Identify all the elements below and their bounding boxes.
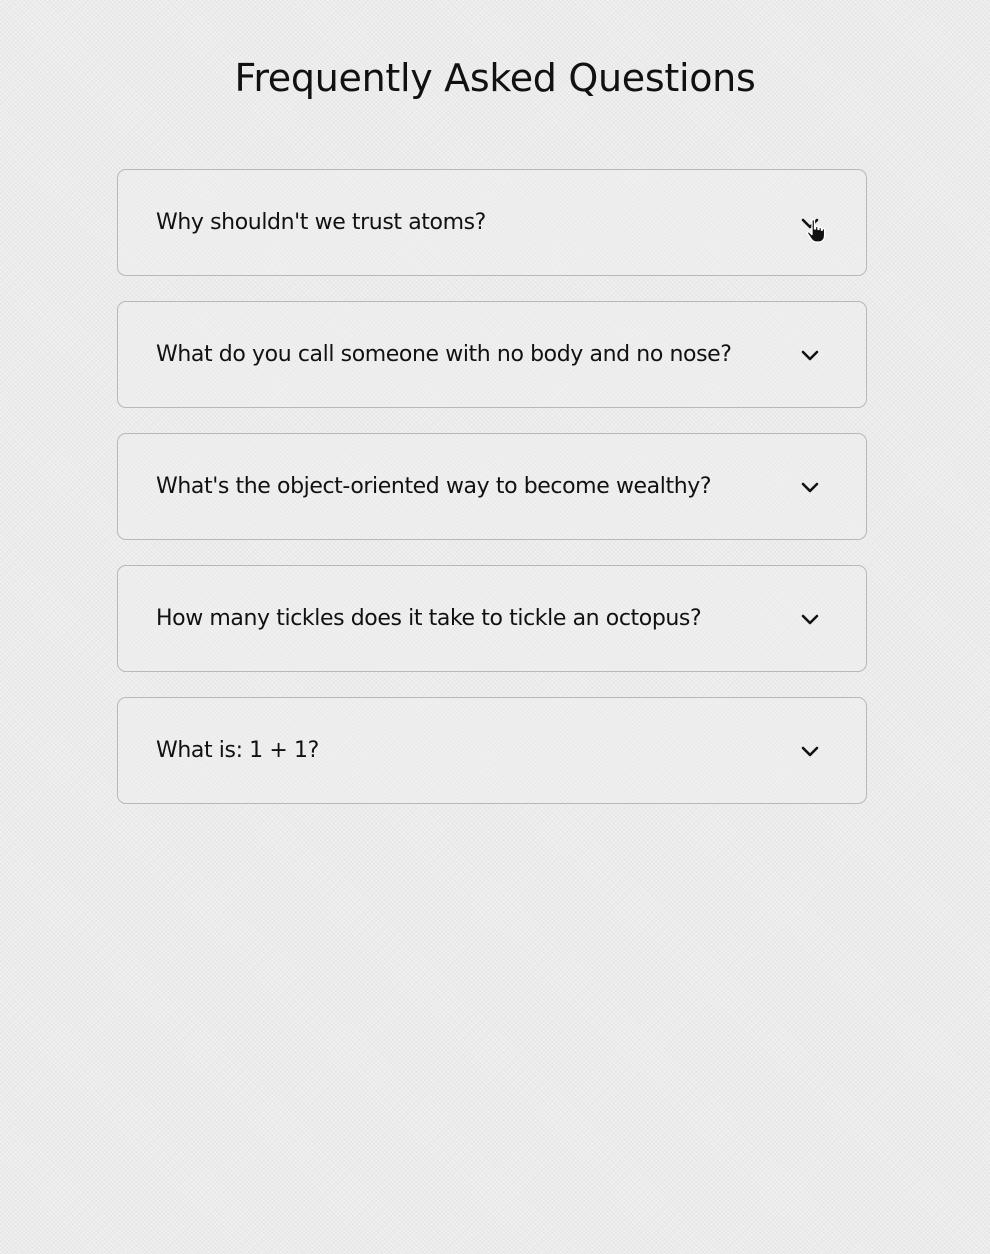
faq-list <box>117 169 867 829</box>
chevron-down-icon[interactable] <box>798 343 822 367</box>
faq-question: How many tickles does it take to tickle an octopus? <box>156 606 702 631</box>
chevron-down-icon[interactable] <box>798 739 822 763</box>
faq-item-octopus[interactable] <box>117 565 867 672</box>
faq-item-atoms[interactable] <box>117 169 867 276</box>
faq-question: Why shouldn't we trust atoms? <box>156 210 486 235</box>
faq-question: What is: 1 + 1? <box>156 738 319 763</box>
faq-item-no-body[interactable] <box>117 301 867 408</box>
chevron-down-icon[interactable] <box>798 211 822 235</box>
faq-question: What's the object-oriented way to become wealthy? <box>156 474 712 499</box>
chevron-down-icon[interactable] <box>798 607 822 631</box>
faq-item-object-oriented[interactable] <box>117 433 867 540</box>
faq-item-one-plus-one[interactable] <box>117 697 867 804</box>
faq-question: What do you call someone with no body and no nose? <box>156 342 732 367</box>
page-title: Frequently Asked Questions <box>234 56 756 100</box>
chevron-down-icon[interactable] <box>798 475 822 499</box>
